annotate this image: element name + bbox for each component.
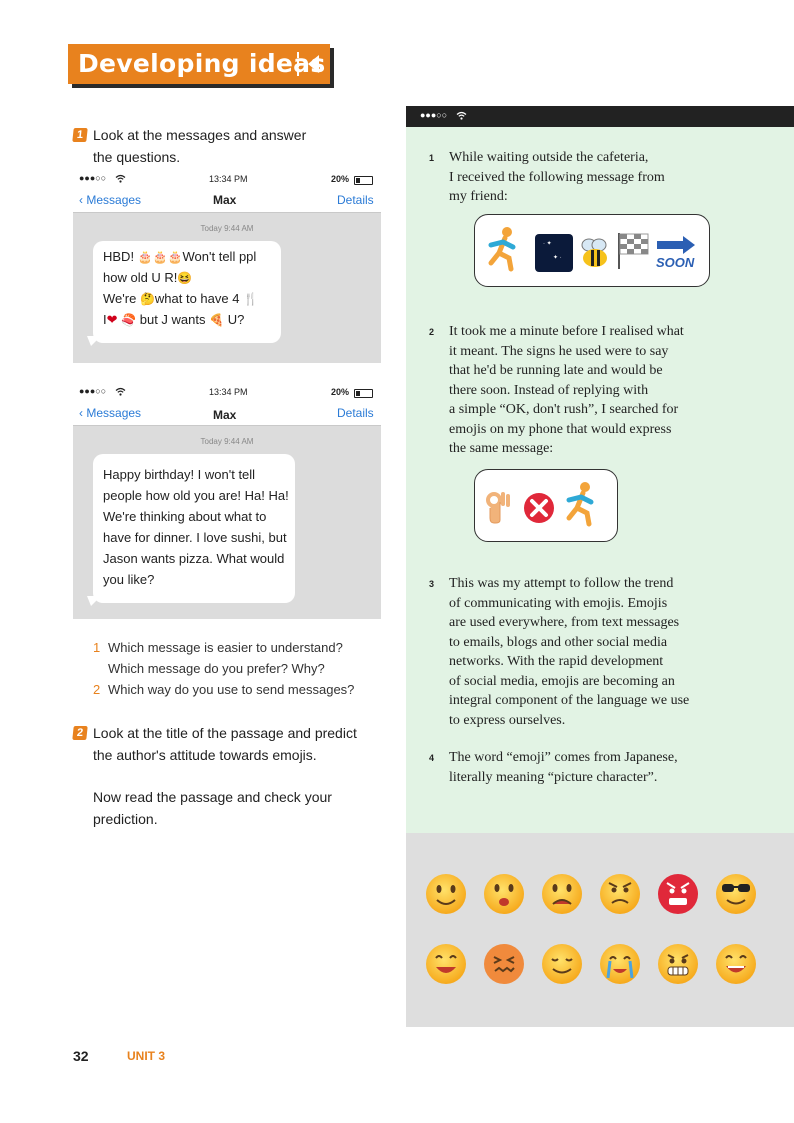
laughing-face-icon: 😆 — [177, 271, 193, 285]
contact-name: Max — [213, 193, 237, 207]
paragraph-line: of communicating with emojis. Emojis — [449, 595, 668, 611]
question-text: Which way do you use to send messages? — [108, 682, 355, 697]
question-list — [93, 637, 383, 703]
question-item — [93, 679, 383, 700]
soon-label: SOON — [656, 255, 695, 270]
header-divider — [297, 52, 299, 76]
confounded-face-icon — [484, 944, 524, 984]
paragraph-number: 1 — [429, 153, 435, 163]
paragraph-line: The word “emoji” comes from Japanese, — [449, 750, 678, 765]
phone-screen-text-message — [73, 384, 381, 619]
message-line: We're thinking about what to — [103, 509, 267, 524]
battery-percent: 20% — [331, 387, 350, 397]
question-item — [93, 637, 383, 679]
message-line: Happy birthday! I won't tell — [103, 467, 256, 482]
activity-1-line2: the questions. — [93, 149, 181, 165]
battery-icon — [354, 389, 373, 398]
paragraph-line: emojis on my phone that would express — [449, 421, 672, 437]
section-header — [68, 44, 330, 84]
msg1-text: We're — [103, 291, 137, 306]
signal-dots: ●●●○○ — [79, 173, 107, 183]
paragraph-line: it meant. The signs he used were to say — [449, 343, 669, 359]
emoji-faces-panel — [406, 833, 794, 1027]
question-number: 2 — [93, 682, 101, 697]
paragraph-line: While waiting outside the cafeteria, — [449, 150, 649, 165]
nav-bar — [73, 187, 381, 213]
back-messages-button[interactable]: ‹ Messages — [79, 193, 142, 207]
clock-time: 13:34 PM — [209, 174, 248, 184]
msg1-text: U? — [227, 312, 245, 327]
details-button[interactable]: Details — [337, 406, 374, 420]
paragraph-line: my friend: — [449, 189, 508, 204]
crying-face-icon — [600, 944, 640, 984]
article-paragraph-4 — [429, 748, 739, 787]
phone-screen-emoji-message — [73, 171, 381, 363]
paragraph-number: 3 — [429, 579, 435, 589]
contact-name: Max — [213, 408, 237, 422]
paragraph-text — [449, 148, 739, 207]
activity-1 — [73, 124, 373, 168]
angry-face-icon — [658, 874, 698, 914]
paragraph-text — [449, 748, 739, 787]
message-line: you like? — [103, 572, 155, 587]
activity-2 — [73, 722, 383, 832]
msg1-text: Won't tell ppl — [182, 249, 257, 264]
paragraph-line: This was my attempt to follow the trend — [449, 576, 674, 591]
pizza-icon: 🍕 — [209, 313, 225, 327]
back-messages-button[interactable]: ‹ Messages — [79, 406, 142, 420]
message-date: Today 9:44 AM — [200, 224, 254, 233]
question-text: Which message do you prefer? Why? — [108, 661, 325, 676]
page-number: 32 — [73, 1048, 89, 1064]
running-person-icon — [483, 225, 523, 273]
grimacing-face-icon — [658, 944, 698, 984]
article-paragraph-3 — [429, 574, 739, 730]
back-label: Messages — [86, 406, 142, 420]
night-sky-icon: · ✦ ✦ · — [535, 234, 573, 272]
paragraph-line: are used everywhere, from text messages — [449, 615, 680, 630]
emoji-message-bubble-1 — [474, 214, 710, 287]
paragraph-line: that he'd be running late and would be — [449, 363, 663, 378]
message-line: have for dinner. I love sushi, but — [103, 530, 287, 545]
question-number: 1 — [93, 640, 101, 655]
activity-2-line: prediction. — [93, 811, 158, 827]
grinning-face-icon — [426, 944, 466, 984]
signal-dots: ●●●○○ — [420, 110, 448, 120]
ok-hand-icon — [485, 490, 513, 524]
soon-arrow-icon — [655, 235, 697, 255]
sushi-icon: 🍣 — [121, 313, 137, 327]
battery-percent: 20% — [331, 174, 350, 184]
checkered-flag-icon — [615, 231, 651, 271]
paragraph-line: to express ourselves. — [449, 712, 566, 728]
paragraph-number: 4 — [429, 753, 435, 763]
back-label: Messages — [86, 193, 142, 207]
unit-label: UNIT 3 — [127, 1049, 166, 1063]
paragraph-line: a simple “OK, don't rush”, I searched for — [449, 402, 679, 417]
activity-number-badge: 1 — [72, 128, 87, 142]
paragraph-line: literally meaning “picture character”. — [449, 769, 658, 785]
paragraph-line: to emails, blogs and other social media — [449, 634, 668, 650]
article-paragraph-1 — [429, 148, 739, 207]
back-arrow-icon — [308, 55, 319, 73]
clock-time: 13:34 PM — [209, 387, 248, 397]
details-button[interactable]: Details — [337, 193, 374, 207]
bubble-tail — [87, 596, 101, 606]
msg1-text: but J wants — [139, 312, 206, 327]
activity-1-line1: Look at the messages and answer — [93, 127, 307, 143]
text-message-bubble — [93, 454, 295, 603]
paragraph-number: 2 — [429, 327, 435, 337]
paragraph-line: there soon. Instead of replying with — [449, 382, 649, 398]
relieved-face-icon — [542, 944, 582, 984]
sad-face-icon — [542, 874, 582, 914]
cake-icon: 🎂🎂🎂 — [137, 250, 183, 264]
wifi-icon — [115, 387, 126, 396]
emoji-message-bubble-2 — [474, 469, 618, 542]
activity-2-line: Look at the title of the passage and predict — [93, 725, 357, 741]
section-title: Developing ideas — [78, 49, 326, 78]
status-bar — [73, 384, 381, 400]
cross-mark-icon — [523, 492, 555, 524]
surprised-face-icon — [484, 874, 524, 914]
hungry-face-icon: 🍴 — [243, 292, 259, 306]
wifi-icon — [456, 111, 467, 120]
nav-bar — [73, 400, 381, 426]
paragraph-line: I received the following message from — [449, 169, 665, 185]
message-line: people how old you are! Ha! Ha! — [103, 488, 289, 503]
paragraph-line: It took me a minute before I realised what — [449, 324, 684, 339]
paragraph-text — [449, 322, 739, 459]
sunglasses-face-icon — [716, 874, 756, 914]
emoji-faces-grid — [406, 833, 794, 1027]
smiling-face-icon — [426, 874, 466, 914]
paragraph-line: integral component of the language we use — [449, 693, 690, 708]
emoji-message-bubble — [93, 241, 281, 343]
laughing-face-icon — [716, 944, 756, 984]
message-date: Today 9:44 AM — [200, 437, 254, 446]
bubble-tail — [87, 336, 101, 346]
paragraph-text — [449, 574, 739, 730]
msg1-text: what to have 4 — [154, 291, 240, 306]
paragraph-line: networks. With the rapid development — [449, 654, 664, 669]
article-status-bar — [406, 106, 794, 127]
activity-2-line: the author's attitude towards emojis. — [93, 747, 317, 763]
wifi-icon — [115, 174, 126, 183]
status-bar — [73, 171, 381, 187]
paragraph-line: the same message: — [449, 441, 554, 456]
thinking-face-icon: 🤔 — [139, 292, 155, 306]
msg1-text: how old U R! — [103, 270, 178, 285]
signal-dots: ●●●○○ — [79, 386, 107, 396]
activity-2-line: Now read the passage and check your — [93, 789, 332, 805]
frowning-face-icon — [600, 874, 640, 914]
article-paragraph-2 — [429, 322, 739, 459]
question-text: Which message is easier to understand? — [108, 640, 343, 655]
paragraph-line: of social media, emojis are becoming an — [449, 673, 675, 689]
msg1-text: HBD! — [103, 249, 135, 264]
battery-icon — [354, 176, 373, 185]
msg1-text: I — [103, 312, 107, 327]
bee-icon — [577, 235, 613, 271]
running-person-icon — [561, 480, 601, 528]
heart-icon: ❤ — [106, 312, 118, 327]
activity-number-badge: 2 — [72, 726, 87, 740]
message-line: Jason wants pizza. What would — [103, 551, 285, 566]
